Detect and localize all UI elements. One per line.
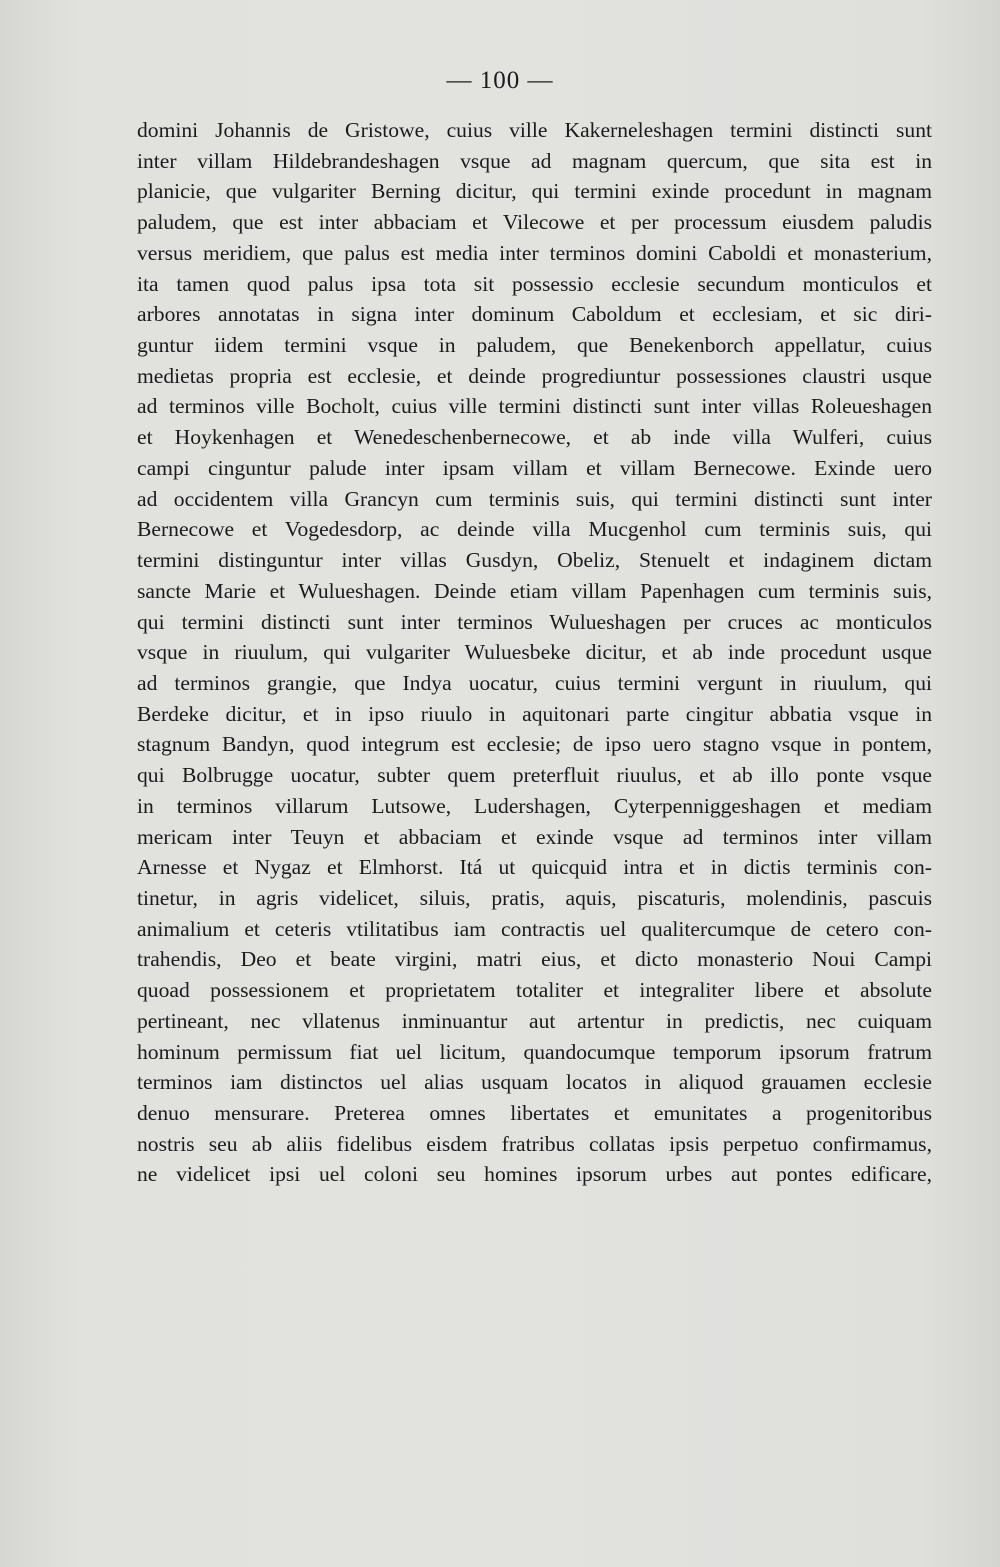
text-line: ad occidentem villa Grancyn cum terminis suis, qui termini distincti sunt inter bbox=[137, 486, 932, 511]
text-line: et Hoykenhagen et Wenedeschenbernecowe, et ab inde villa Wulferi, cuius bbox=[137, 425, 932, 450]
text-line: ita tamen quod palus ipsa tota sit possessio ecclesie secundum monticulos et bbox=[137, 271, 932, 296]
text-line: trahendis, Deo et beate virgini, matri eius, et dicto monasterio Noui Campi bbox=[137, 947, 932, 972]
text-line: Bernecowe et Vogedesdorp, ac deinde villa Mucgenhol cum terminis suis, qui bbox=[137, 517, 932, 542]
text-line: vsque in riuulum, qui vulgariter Wuluesbeke dicitur, et ab inde procedunt usque bbox=[137, 640, 932, 665]
text-line: paludem, que est inter abbaciam et Vilecowe et per processum eiusdem paludis bbox=[137, 210, 932, 235]
text-line: campi cinguntur palude inter ipsam villam et villam Bernecowe. Exinde uero bbox=[137, 455, 932, 480]
text-line: pertineant, nec vllatenus inminuantur aut artentur in predictis, nec cuiquam bbox=[137, 1008, 932, 1033]
text-line: versus meridiem, que palus est media inter terminos domini Caboldi et monasterium, bbox=[137, 240, 932, 265]
text-line: stagnum Bandyn, quod integrum est ecclesie; de ipso uero stagno vsque in pontem, bbox=[137, 732, 932, 757]
text-line: mericam inter Teuyn et abbaciam et exinde vsque ad terminos inter villam bbox=[137, 824, 932, 849]
text-line: animalium et ceteris vtilitatibus iam contractis uel qualitercumque de cetero con- bbox=[137, 916, 932, 941]
text-line: in terminos villarum Lutsowe, Ludershagen, Cyterpenniggeshagen et mediam bbox=[137, 793, 932, 818]
text-line: planicie, que vulgariter Berning dicitur, qui termini exinde procedunt in magnam bbox=[137, 179, 932, 204]
text-line: medietas propria est ecclesie, et deinde progrediuntur possessiones claustri usque bbox=[137, 363, 932, 388]
text-line: Berdeke dicitur, et in ipso riuulo in aquitonari parte cingitur abbatia vsque in bbox=[137, 701, 932, 726]
text-line: Arnesse et Nygaz et Elmhorst. Itá ut quicquid intra et in dictis terminis con- bbox=[137, 855, 932, 880]
text-line: terminos iam distinctos uel alias usquam locatos in aliquod grauamen ecclesie bbox=[137, 1070, 932, 1095]
text-line: guntur iidem termini vsque in paludem, que Benekenborch appellatur, cuius bbox=[137, 333, 932, 358]
body-text bbox=[137, 115, 932, 1190]
text-line: denuo mensurare. Preterea omnes libertates et emunitates a progenitoribus bbox=[137, 1101, 932, 1125]
text-line: domini Johannis de Gristowe, cuius ville Kakerneleshagen termini distincti sunt bbox=[137, 118, 932, 142]
text-line: hominum permissum fiat uel licitum, quandocumque temporum ipsorum fratrum bbox=[137, 1039, 932, 1064]
text-line: ad terminos grangie, que Indya uocatur, cuius termini vergunt in riuulum, qui bbox=[137, 670, 932, 695]
page-number: — 100 — bbox=[446, 67, 554, 94]
text-line: termini distinguntur inter villas Gusdyn, Obeliz, Stenuelt et indaginem dictam bbox=[137, 548, 932, 573]
text-line: quoad possessionem et proprietatem totaliter et integraliter libere et absolute bbox=[137, 978, 932, 1003]
text-line: ne videlicet ipsi uel coloni seu homines ipsorum urbes aut pontes edificare, bbox=[137, 1162, 932, 1187]
text-line: qui termini distincti sunt inter terminos Wulueshagen per cruces ac monticulos bbox=[137, 609, 932, 634]
text-line: nostris seu ab aliis fidelibus eisdem fratribus collatas ipsis perpetuo confirmamus, bbox=[137, 1131, 932, 1156]
text-line: qui Bolbrugge uocatur, subter quem preterfluit riuulus, et ab illo ponte vsque bbox=[137, 763, 932, 788]
text-line: ad terminos ville Bocholt, cuius ville termini distincti sunt inter villas Roleueshagen bbox=[137, 394, 932, 419]
text-line: tinetur, in agris videlicet, siluis, pratis, aquis, piscaturis, molendinis, pascuis bbox=[137, 885, 932, 910]
text-line: sancte Marie et Wulueshagen. Deinde etiam villam Papenhagen cum terminis suis, bbox=[137, 578, 932, 603]
text-line: inter villam Hildebrandeshagen vsque ad magnam quercum, que sita est in bbox=[137, 148, 932, 173]
text-line: arbores annotatas in signa inter dominum Caboldum et ecclesiam, et sic diri- bbox=[137, 302, 932, 327]
